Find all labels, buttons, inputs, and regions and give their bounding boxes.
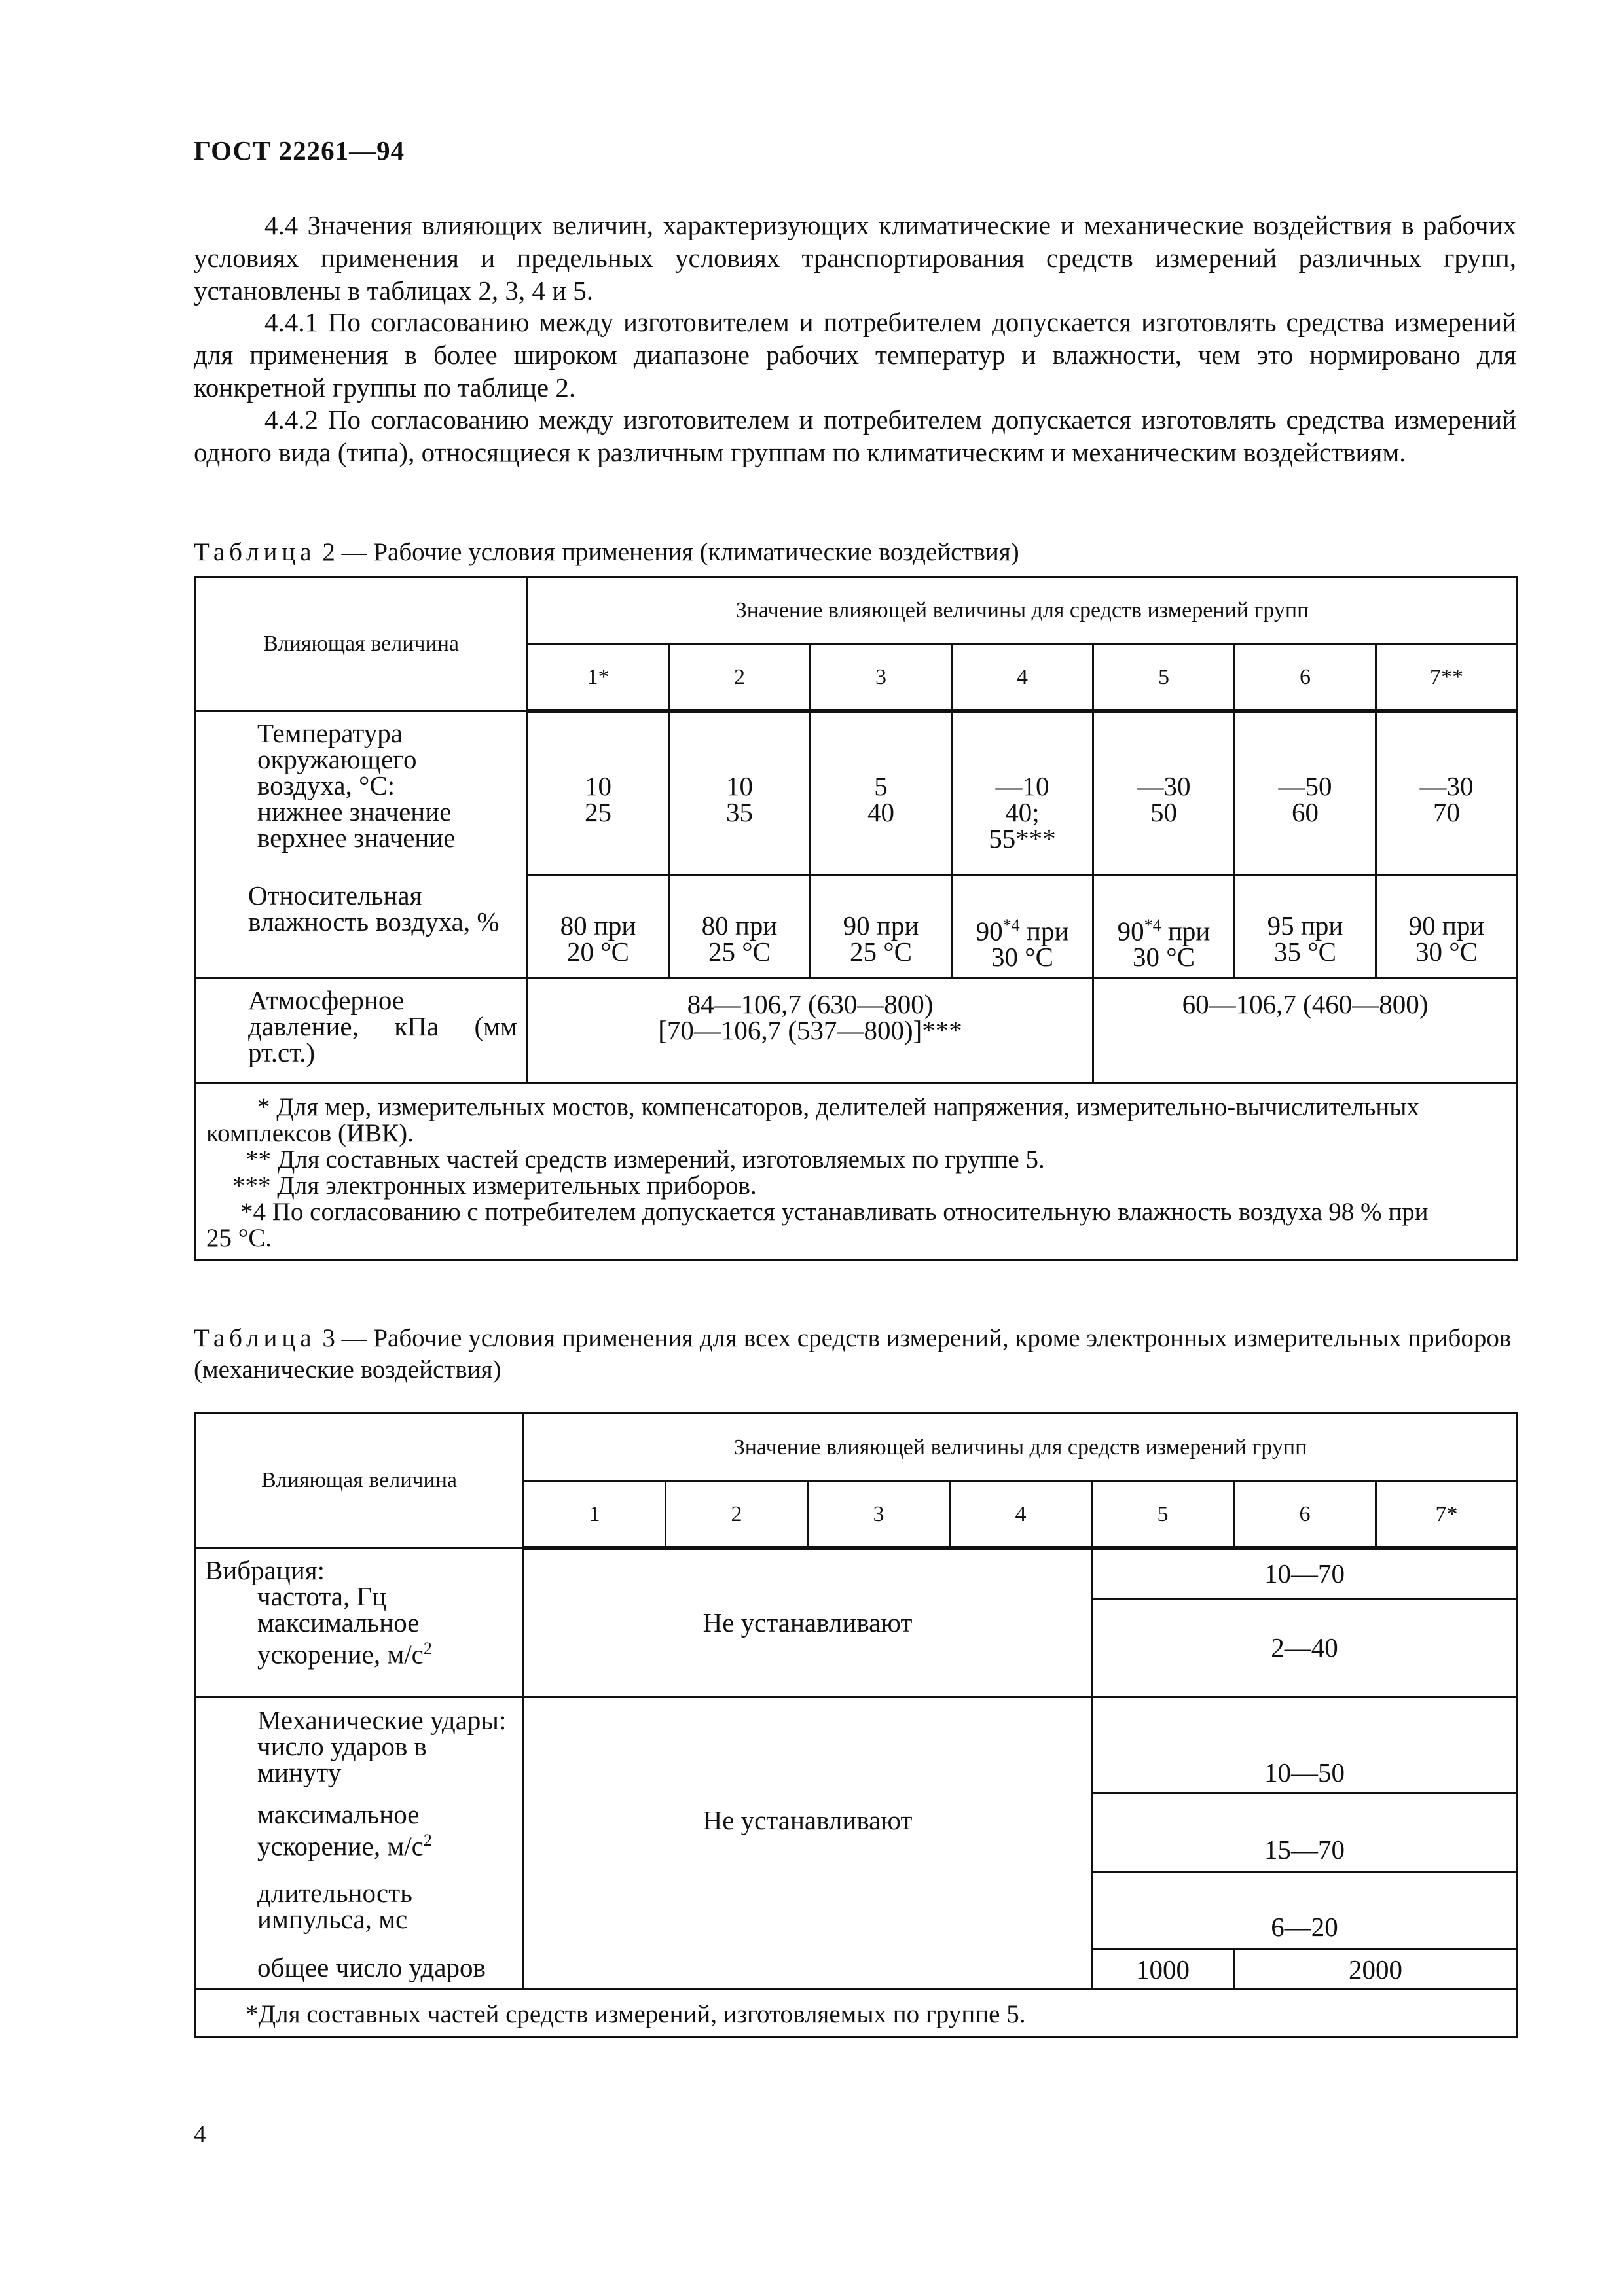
table3-freq-label: частота, Гц [257,1581,387,1611]
table3-group-7: 7* [1376,1482,1518,1549]
table2-note-1-cont: комплексов (ИВК). [206,1119,414,1147]
temp-low: 10 [726,771,753,801]
hum-value: 90 при [843,910,919,941]
hum-value: 80 при [701,910,778,941]
temp-high-electronic: 55*** [989,823,1056,853]
table3-total-g5: 1000 [1092,1949,1234,1990]
paragraph-4-4-2: 4.4.2 По согласованию между изготовителем и потребителем допускается изготовлять средства измерений одного вида (типа), относящиеся к различным группам по климатическим и механическим воздействиям. [194,404,1516,467]
temp-high: 60 [1292,797,1319,827]
table2-pressure-g1-4 [528,978,1093,1083]
hum-footnote-mark: *4 [1144,915,1161,935]
table3-shocks-acc: 15—70 [1092,1793,1518,1872]
table3-group-4: 4 [950,1482,1092,1549]
acc-label-text: максимальное ускорение, м/с [257,1799,424,1861]
table3-shocks-dur: 6—20 [1092,1872,1518,1949]
table3-col-header: Влияющая величина [195,1414,524,1549]
table3-vibration-label-cell [195,1548,524,1696]
hum-value: 90 при [1408,910,1485,941]
hum-temp: 30 °С [1133,942,1195,973]
hum-number: 90 [1117,916,1144,946]
acc-label-text: максимальное ускорение, м/с [257,1607,424,1670]
table2-temp-g5 [1093,711,1235,874]
table2-note-1: * Для мер, измерительных мостов, компенсаторов, делителей напряжения, измерительно-вычислительных [257,1092,1419,1121]
hum-value [1094,912,1233,944]
table2-hum-g7 [1376,874,1518,978]
table2-group-7: 7** [1376,645,1518,711]
table3-shocks-rate: 10—50 [1092,1696,1518,1793]
table3-group-5: 5 [1092,1482,1234,1549]
acc-label-sup: 2 [423,1830,432,1850]
hum-temp: 25 °С [850,936,912,967]
temp-low: 5 [874,771,888,801]
temp-high: 50 [1150,797,1177,827]
table2-note-4-cont: 25 °С. [206,1223,272,1252]
table2-group-2: 2 [669,645,811,711]
hum-temp: 30 °С [1415,936,1478,967]
table2-caption [194,537,1516,568]
table2-group-4: 4 [952,645,1093,711]
temp-high: 40; [1005,797,1040,827]
table2-hum-g4 [952,874,1093,978]
table3-vibration-freq: 10—70 [1092,1548,1518,1598]
table3-vibration-acc: 2—40 [1092,1598,1518,1696]
table2-group-3: 3 [811,645,952,711]
temp-low: —10 [995,771,1049,801]
table2-hum-g2 [669,874,811,978]
table3-group-6: 6 [1234,1482,1376,1549]
temp-high: 40 [867,797,894,827]
hum-value: 95 при [1267,910,1343,941]
table2-temp-g3 [811,711,952,874]
table2-col-header: Влияющая величина [195,577,528,711]
table2-group-1: 1* [528,645,669,711]
table2-temp-g2 [669,711,811,874]
document-header: ГОСТ 22261—94 [194,135,405,166]
table3-shocks-label: Механические удары: [257,1704,507,1735]
table3-group-1: 1 [524,1482,666,1549]
table2 [194,576,1518,1261]
table3-shocks-not-set: Не устанавливают [524,1696,1092,1990]
table2-caption-text: 2 — Рабочие условия применения (климатические воздействия) [322,538,1019,566]
temp-high: 35 [726,797,753,827]
table2-temp-g6 [1235,711,1376,874]
hum-temp: 35 °С [1274,936,1336,967]
table3-shock-acc-label [205,1801,513,1859]
table2-temp-g7 [1376,711,1518,874]
table2-temp-label-cell [195,711,528,874]
hum-number: 90 [976,916,1003,946]
table3-vib-acc-label [205,1609,513,1668]
table2-note-2: ** Для составных частей средств измерений, изготовляемых по группе 5. [246,1145,1045,1174]
temp-low: —50 [1278,771,1332,801]
paragraph-4-4: 4.4 Значения влияющих величин, характеризующих климатические и механические воздействия в рабочих условиях применения и предельных условиях транспортирования средств измерений различных групп, установлены в таблицах 2, 3, 4 и 5. [194,210,1516,306]
table2-group-6: 6 [1235,645,1376,711]
table3-caption-word: Таблица [194,1324,316,1352]
table2-note-4: *4 По согласованию с потребителем допускается устанавливать относительную влажность воздуха 98 % при [240,1197,1429,1226]
table2-note-3: *** Для электронных измерительных приборов. [232,1171,757,1200]
table2-temp-g1 [528,711,669,874]
table3-group-header: Значение влияющей величины для средств измерений групп [524,1414,1518,1482]
hum-temp: 30 °С [991,942,1053,973]
table2-temp-g4 [952,711,1093,874]
table3-shock-acc-label-cell [195,1793,524,1872]
table3-dur-label: длительность импульса, мс [257,1877,412,1934]
table3-rate-label: число ударов в минуту [257,1731,427,1787]
page-number: 4 [194,2121,206,2148]
hum-value [953,912,1092,944]
table2-notes [195,1083,1518,1260]
table2-temp-low-label: нижнее значение [257,796,452,827]
table2-hum-g5 [1093,874,1235,978]
hum-suffix: при [1161,916,1211,946]
table2-hum-g3 [811,874,952,978]
paragraph-4-4-1: 4.4.1 По согласованию между изготовителем и потребителем допускается изготовлять средства измерений для применения в более широком диапазоне рабочих температур и влажности, чем это нормировано для конкретной группы по таблице 2. [194,307,1516,403]
acc-label-sup: 2 [423,1638,432,1658]
temp-low: —30 [1419,771,1474,801]
table2-humidity-label: Относительная влажность воздуха, % [195,874,528,978]
table3-vibration-not-set: Не устанавливают [524,1548,1092,1696]
hum-temp: 25 °С [708,936,771,967]
table3-caption-text: 3 — Рабочие условия применения для всех средств измерений, кроме электронных измерительных приборов (механические воздействия) [194,1324,1512,1384]
pressure-range-electronic: [70—106,7 (537—800)]*** [658,1014,962,1045]
hum-temp: 20 °С [567,936,629,967]
table2-pressure-g5-7: 60—106,7 (460—800) [1093,978,1518,1083]
table3-vibration-label: Вибрация: [205,1554,325,1585]
table2-caption-word: Таблица [194,538,316,566]
table3 [194,1412,1518,2038]
table3-group-3: 3 [808,1482,950,1549]
hum-footnote-mark: *4 [1002,915,1020,935]
table2-hum-g6 [1235,874,1376,978]
temp-high: 70 [1433,797,1460,827]
table3-caption [194,1323,1516,1386]
temp-low: 10 [585,771,611,801]
table2-hum-g1 [528,874,669,978]
temp-low: —30 [1137,771,1191,801]
table3-note: *Для составных частей средств измерений, изготовляемых по группе 5. [195,1990,1518,2037]
table2-pressure-label: Атмосферное давление, кПа (мм рт.ст.) [195,978,528,1083]
table3-dur-label-cell [195,1872,524,1949]
hum-value: 80 при [560,910,636,941]
table3-group-2: 2 [666,1482,808,1549]
table2-temp-label: Температура окружающего воздуха, °С: [257,717,417,800]
table2-group-header: Значение влияющей величины для средств измерений групп [528,577,1518,645]
temp-high: 25 [585,797,611,827]
table3-total-label: общее число ударов [195,1949,524,1990]
pressure-range: 84—106,7 (630—800) [687,988,934,1019]
table2-temp-high-label: верхнее значение [257,822,456,853]
table3-total-g6-7: 2000 [1234,1949,1518,1990]
hum-suffix: при [1019,916,1069,946]
table3-shocks-label-cell [195,1696,524,1793]
table2-group-5: 5 [1093,645,1235,711]
